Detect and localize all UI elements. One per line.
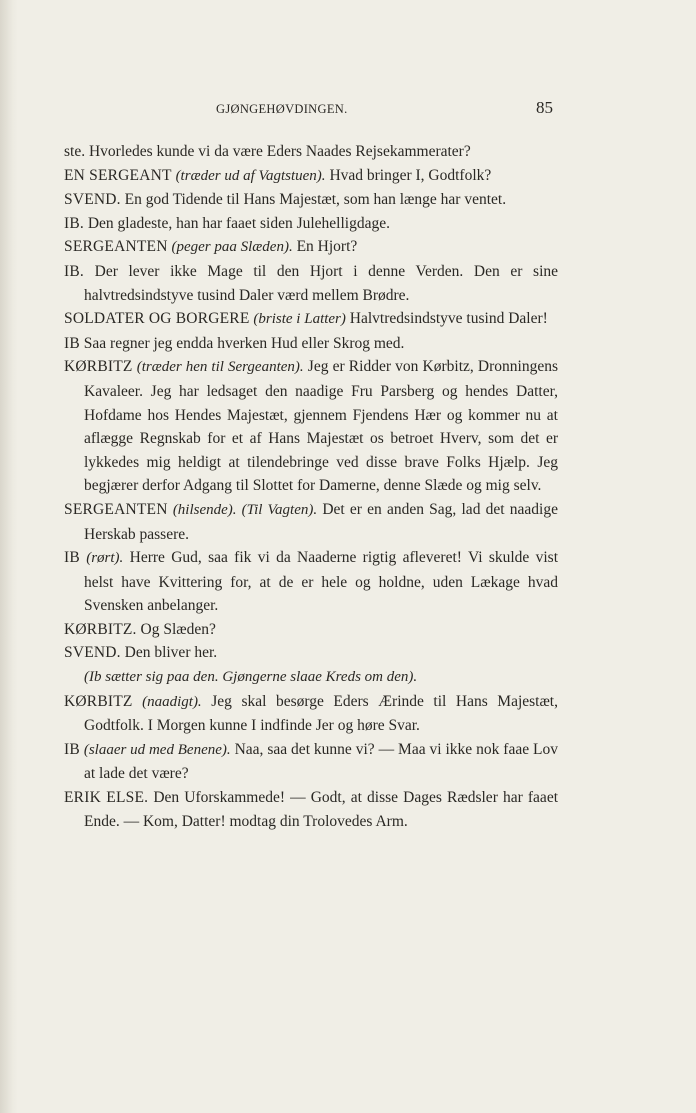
speaker-name: IB: [64, 740, 80, 758]
line-text: Den gladeste, han har faaet siden Julehelligdage.: [87, 214, 390, 232]
line-text: Jeg er Ridder von Kørbitz, Dronningens Kavaleer. Jeg har ledsaget den naadige Fru Parsberg og hendes Datter, Hofdame hos Hendes Majestæt, gjennem Fjendens Hær og kommer nu at aflægge Regnskab for et af Hans Majestæt os betroet Hverv, som det er lykkedes mig heldigt at tilendebringe ved disse brave Folks Hjælp. Jeg begjærer derfor Adgang til Slottet for Damerne, denne Slæde og mig selv.: [84, 358, 559, 495]
stage-direction: (træder ud af Vagtstuen).: [175, 167, 326, 184]
dialogue-line: [64, 690, 558, 738]
speaker-name: SVEND.: [64, 644, 121, 662]
dialogue-line: [64, 355, 558, 498]
line-text: Naa, saa det kunne vi? — Maa vi ikke nok faae Lov at lade det være?: [84, 740, 558, 783]
dialogue-line: [64, 786, 558, 833]
speaker-name: EN SERGEANT: [64, 166, 172, 184]
speaker-name: SERGEANTEN: [64, 500, 168, 518]
line-text: En Hjort?: [296, 238, 358, 256]
dialogue-line: [64, 498, 558, 546]
line-text: Hvad bringer I, Godtfolk?: [329, 166, 492, 184]
dialogue-line: [64, 738, 558, 786]
dialogue-line: [64, 641, 558, 665]
speaker-name: KØRBITZ: [64, 358, 133, 376]
dialogue-line: [64, 188, 558, 212]
dialogue-line: [64, 307, 558, 332]
play-text: [64, 140, 558, 833]
line-text: Jeg skal besørge Eders Ærinde til Hans Majestæt, Godtfolk. I Morgen kunne I indfinde Jer og høre Svar.: [84, 692, 558, 735]
stage-direction: (peger paa Slæden).: [171, 239, 293, 256]
page-header: [0, 98, 696, 122]
speaker-name: SVEND.: [64, 191, 121, 209]
stage-direction: (Ib sætter sig paa den. Gjøngerne slaae Kreds om den).: [84, 669, 418, 686]
dialogue-line: [64, 260, 558, 307]
speaker-name: IB: [64, 334, 80, 352]
dialogue-line: [64, 546, 558, 618]
dialogue-line: [64, 140, 558, 164]
dialogue-line: [64, 332, 558, 356]
line-text: Den bliver her.: [124, 644, 218, 662]
speaker-name: IB.: [64, 262, 84, 280]
dialogue-line: [64, 164, 558, 189]
line-text: Det er en anden Sag, lad det naadige Herskab passere.: [84, 500, 558, 543]
stage-direction-line: [64, 665, 558, 690]
stage-direction: (hilsende). (Til Vagten).: [172, 501, 318, 518]
speaker-name: ERIK ELSE.: [64, 789, 149, 807]
speaker-name: SOLDATER OG BORGERE: [64, 310, 250, 328]
line-text: Herre Gud, saa fik vi da Naaderne rigtig afleveret! Vi skulde vist helst have Kvittering for, at de er hele og holdne, uden Lækage hvad Svensken anbelanger.: [84, 549, 559, 615]
stage-direction: (briste i Latter): [253, 311, 346, 328]
running-title: GJØNGEHØVDINGEN.: [216, 102, 348, 116]
line-text: Den Uforskammede! — Godt, at disse Dages Rædsler har faaet Ende. — Kom, Datter! modtag din Trolovedes Arm.: [84, 789, 559, 830]
line-text: Der lever ikke Mage til den Hjort i denne Verden. Den er sine halvtredsindstyve tusind Daler værd mellem Brødre.: [84, 262, 558, 304]
stage-direction: (naadigt).: [142, 693, 202, 710]
page-number: 85: [536, 98, 553, 117]
speaker-name: KØRBITZ: [64, 692, 133, 710]
line-text: Og Slæden?: [140, 620, 216, 638]
speaker-name: KØRBITZ.: [64, 620, 137, 638]
line-text: ste. Hvorledes kunde vi da være Eders Naades Rejsekammerater?: [64, 143, 471, 160]
stage-direction: (slaaer ud med Benene).: [83, 741, 231, 758]
speaker-name: SERGEANTEN: [64, 238, 168, 256]
dialogue-line: [64, 235, 558, 260]
line-text: Halvtredsindstyve tusind Daler!: [349, 310, 548, 328]
dialogue-line: [64, 618, 558, 642]
speaker-name: IB.: [64, 214, 84, 232]
speaker-name: IB: [64, 549, 80, 567]
line-text: En god Tidende til Hans Majestæt, som han længe har ventet.: [124, 191, 507, 209]
stage-direction: (rørt).: [86, 550, 124, 567]
stage-direction: (træder hen til Sergeanten).: [136, 359, 304, 376]
line-text: Saa regner jeg endda hverken Hud eller Skrog med.: [83, 334, 405, 352]
dialogue-line: [64, 212, 558, 236]
page-binding-edge: [0, 0, 18, 1113]
